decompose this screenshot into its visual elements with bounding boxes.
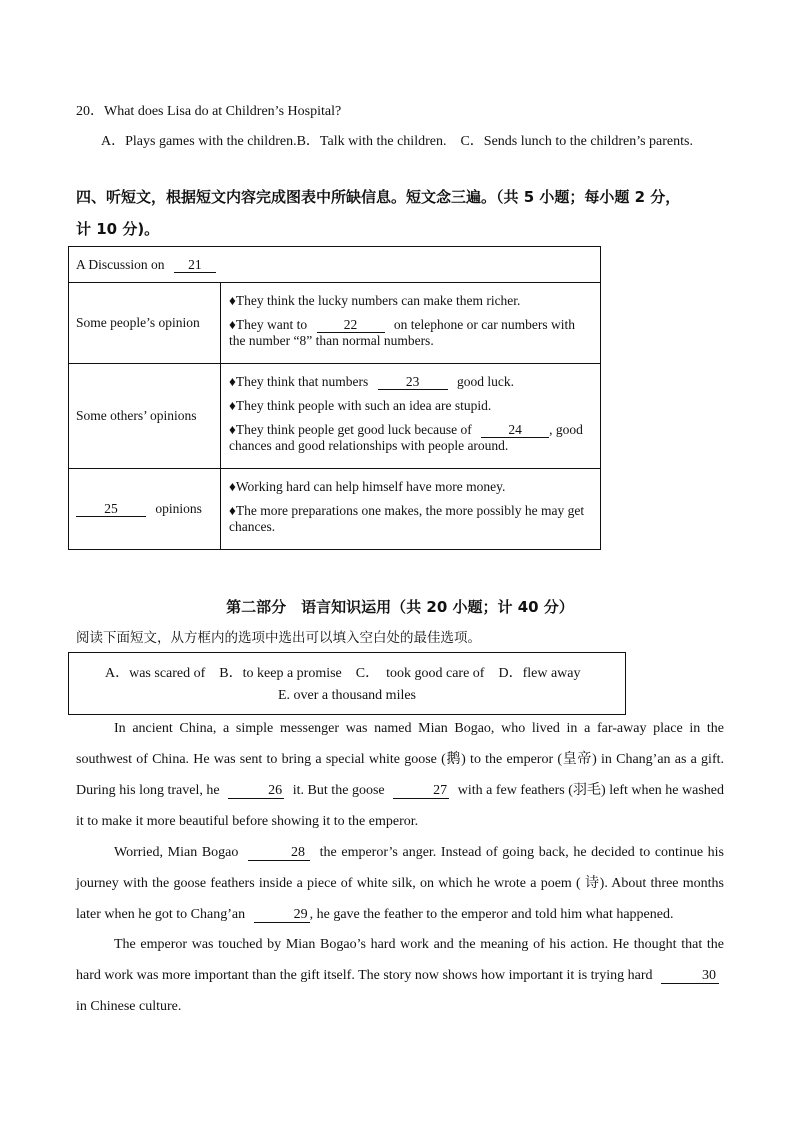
table-row bbox=[69, 283, 601, 364]
blank-28[interactable]: 28 bbox=[248, 846, 310, 861]
blank-26[interactable]: 26 bbox=[228, 784, 284, 799]
table-row bbox=[69, 469, 601, 550]
blank-21[interactable]: 21 bbox=[174, 258, 216, 273]
bullet-point: ♦They think people with such an idea are stupid. bbox=[229, 398, 492, 413]
bullet-point: ♦They think that numbers 23 good luck. bbox=[229, 374, 514, 389]
blank-25[interactable]: 25 bbox=[76, 502, 146, 517]
bullet-point: ♦They want to 22 on telephone or car numbers with the number “8” than normal numbers. bbox=[229, 317, 575, 348]
blank-29[interactable]: 29 bbox=[254, 908, 310, 923]
blank-27[interactable]: 27 bbox=[393, 784, 449, 799]
passage-paragraph-3: The emperor was touched by Mian Bogao’s hard work and the meaning of his action. He thought that the hard work was more important than the gift itself. The story now shows how important it is trying hard 30 in Chinese culture. bbox=[76, 937, 724, 1014]
options-line-1: A．was scared of B．to keep a promise C． took good care of D．flew away bbox=[105, 666, 581, 681]
row-label: 25 opinions bbox=[69, 469, 221, 550]
row-content bbox=[221, 283, 601, 364]
passage-paragraph-1: In ancient China, a simple messenger was named Mian Bogao, who lived in a far-away place in the southwest of China. He was sent to bring a special white goose (鹅) to the emperor (皇帝) in Chang’an as a gift. During his long travel, he 26 it. But the goose 27 with a few feathers (羽毛) left when he washed it to make it more beautiful before showing it to the emperor. bbox=[76, 721, 725, 829]
part-2-title: 第二部分 语言知识运用（共 20 小题；计 40 分） bbox=[226, 598, 574, 616]
section-4-title-line1: 四、听短文，根据短文内容完成图表中所缺信息。短文念三遍。（共 5 小题；每小题 2 分， bbox=[76, 188, 681, 206]
options-line-2: E. over a thousand miles bbox=[277, 688, 417, 703]
table-header-row bbox=[69, 247, 601, 283]
question-20: 20．What does Lisa do at Children’s Hospital? bbox=[76, 104, 342, 119]
discussion-table bbox=[68, 246, 601, 550]
blank-24[interactable]: 24 bbox=[481, 423, 549, 438]
bullet-point: ♦The more preparations one makes, the more possibly he may get chances. bbox=[229, 503, 585, 534]
blank-30[interactable]: 30 bbox=[661, 969, 719, 984]
table-row bbox=[69, 364, 601, 469]
part-2-instruction: 阅读下面短文，从方框内的选项中选出可以填入空白处的最佳选项。 bbox=[76, 630, 481, 646]
row-label: Some people’s opinion bbox=[69, 283, 221, 364]
row-content bbox=[221, 469, 601, 550]
row-content bbox=[221, 364, 601, 469]
bullet-point: ♦Working hard can help himself have more money. bbox=[229, 479, 506, 494]
options-box bbox=[68, 652, 626, 715]
row-label: Some others’ opinions bbox=[69, 364, 221, 469]
discussion-label: A Discussion on bbox=[76, 256, 165, 272]
table-header-cell bbox=[69, 247, 601, 283]
bullet-point: ♦They think people get good luck because of 24 , good chances and good relationships with people around. bbox=[229, 422, 583, 453]
blank-23[interactable]: 23 bbox=[378, 375, 448, 390]
passage-paragraph-2: Worried, Mian Bogao 28 the emperor’s anger. Instead of going back, he decided to continue his journey with the goose feathers inside a piece of white silk, on which he wrote a poem ( 诗). About three months later when he got to Chang’an 29 , he gave the feather to the emperor and told him what happened. bbox=[76, 845, 724, 922]
blank-22[interactable]: 22 bbox=[317, 318, 385, 333]
section-4-title-line2: 计 10 分)。 bbox=[76, 220, 160, 238]
bullet-point: ♦They think the lucky numbers can make them richer. bbox=[229, 293, 521, 308]
question-20-options: A．Plays games with the children.B．Talk with the children. C．Sends lunch to the children’s parents. bbox=[101, 134, 693, 149]
